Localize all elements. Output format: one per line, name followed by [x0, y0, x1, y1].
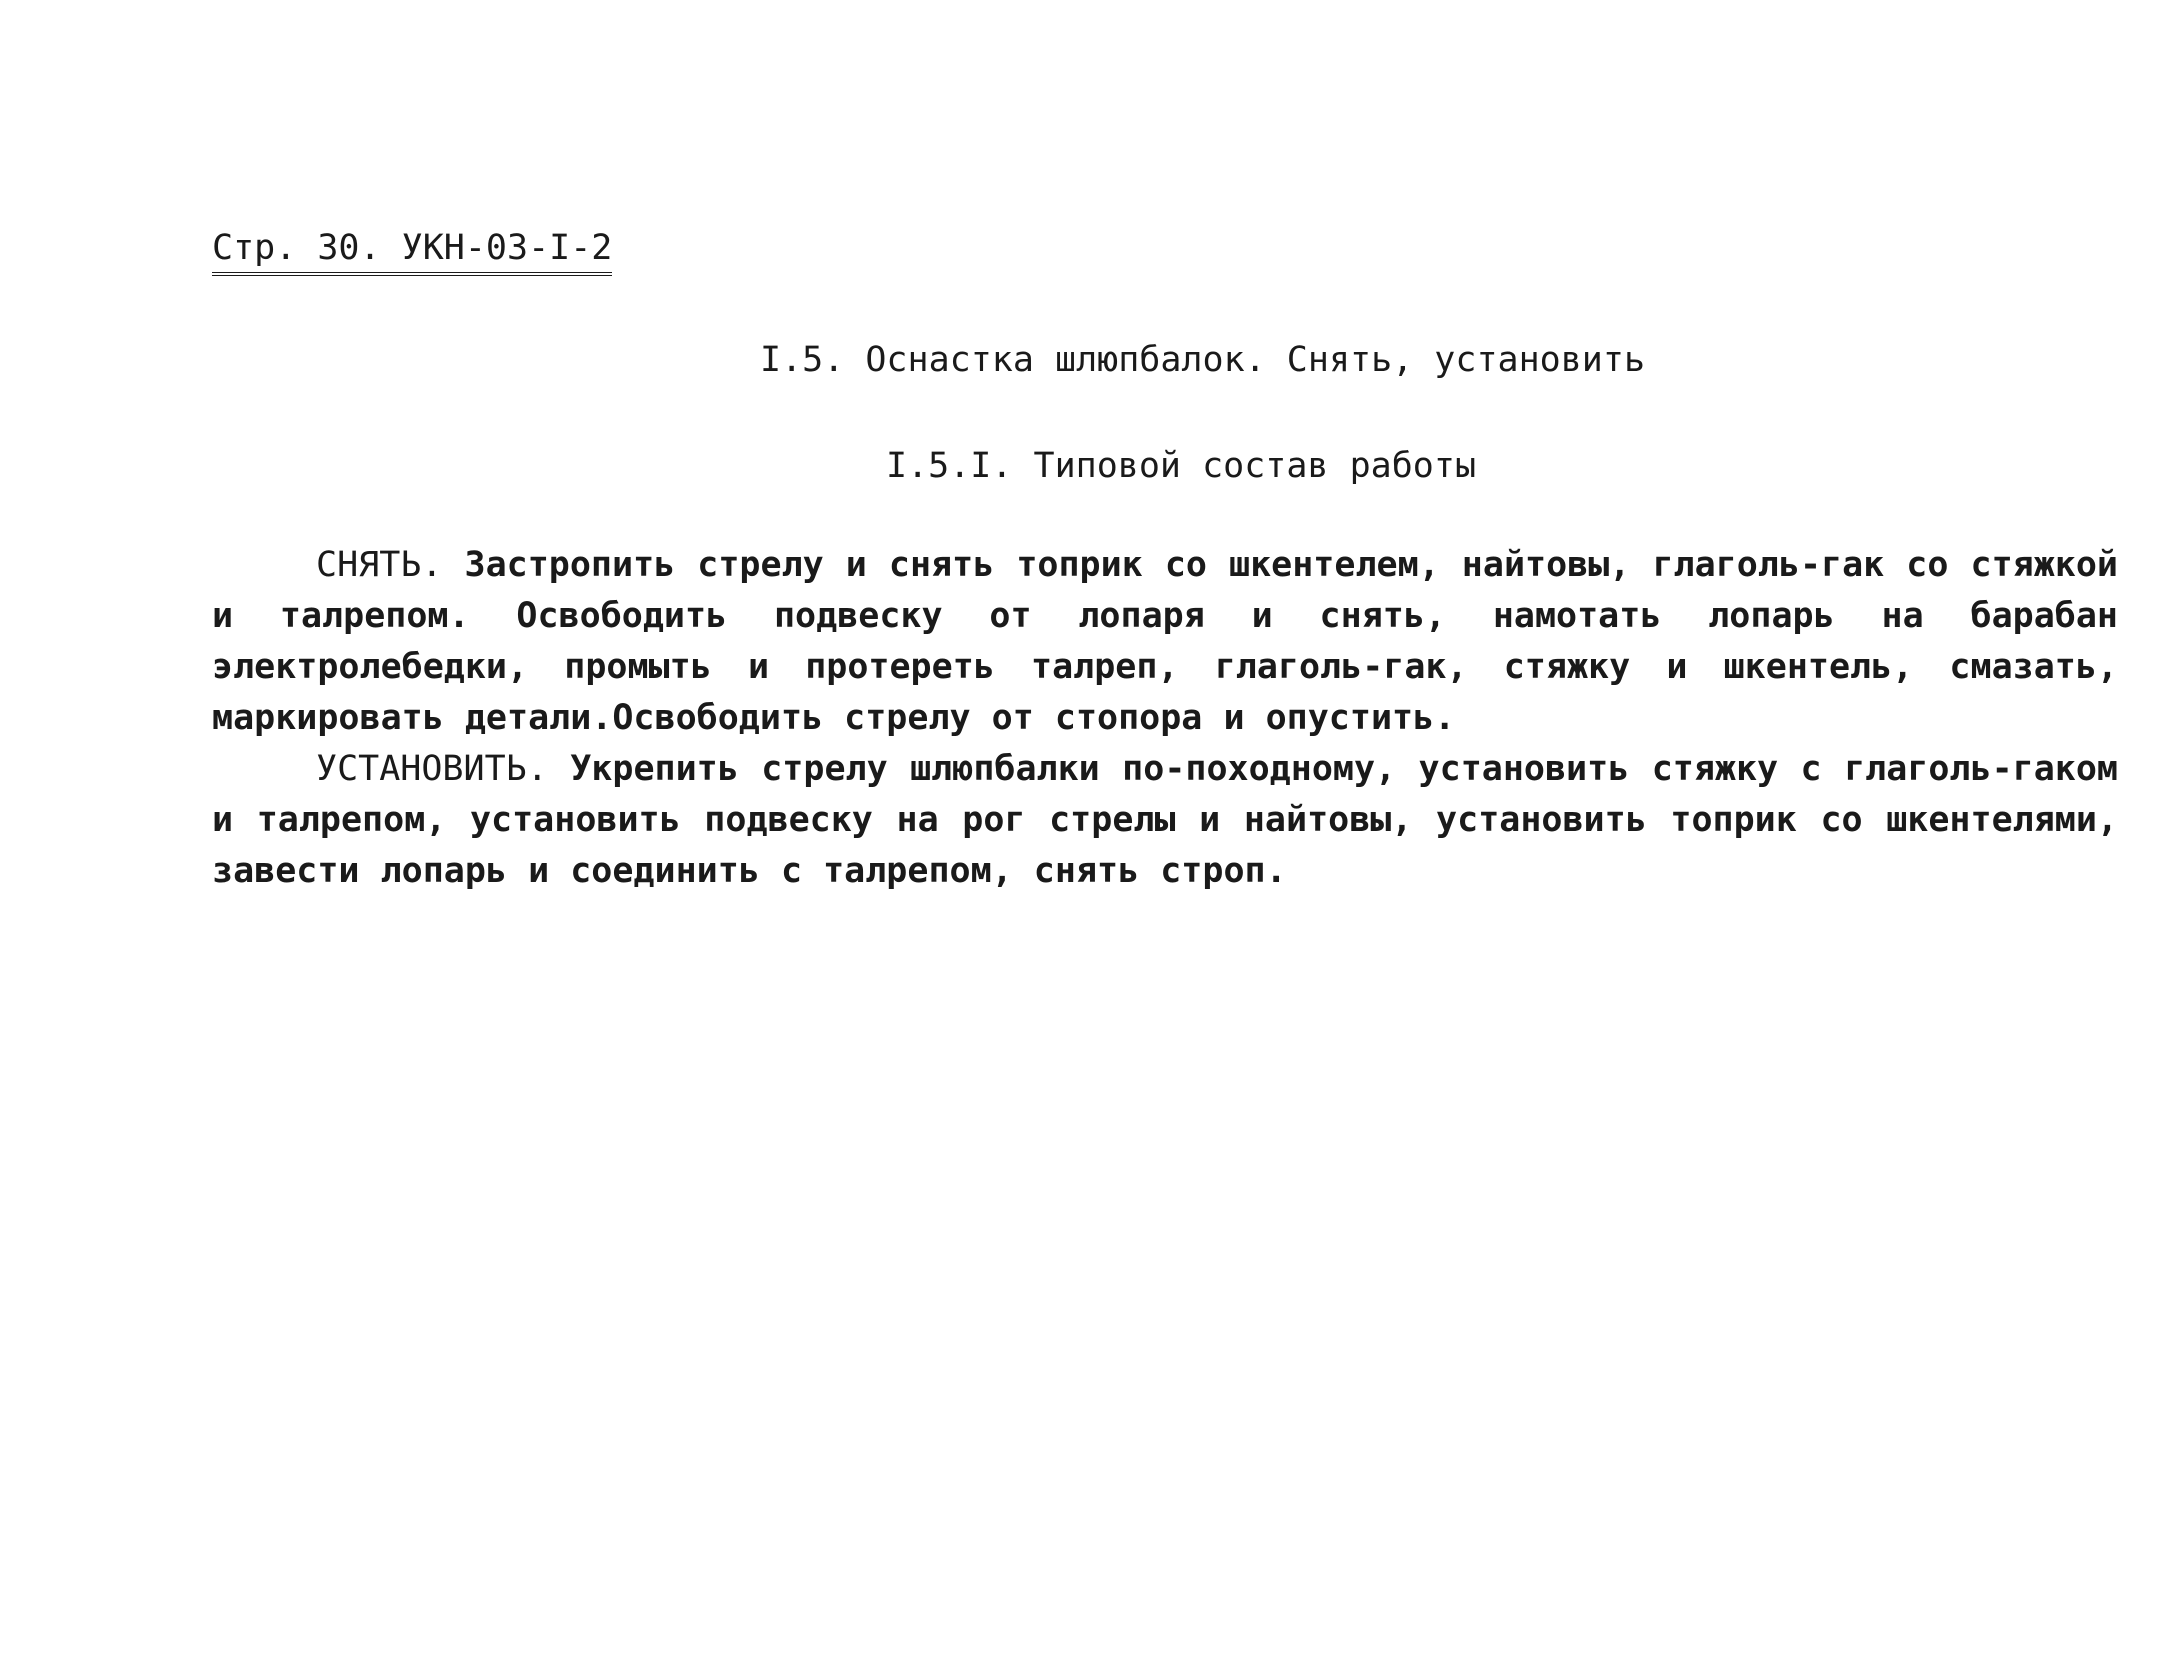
paragraph-lead-remove: СНЯТЬ.: [316, 545, 443, 585]
paragraph-text-remove: Застропить стрелу и снять топрик со шкентелем, найтовы, глаголь-гак со стяжкой и талрепом. Освободить подвеску от лопаря и снять, намотать лопарь на барабан электролебедки, промыть и протереть талреп, глаголь-гак, стяжку и шкентель, смазать, маркировать детали.Освободить стрелу от стопора и опустить.: [212, 545, 2118, 738]
body-text: [212, 540, 2118, 897]
paragraph-install: [212, 744, 2118, 897]
paragraph-lead-install: УСТАНОВИТЬ.: [316, 749, 548, 789]
page-reference: Стр. 30. УКН-03-I-2: [212, 228, 612, 276]
paragraph-text-install: Укрепить стрелу шлюпбалки по-походному, установить стяжку с глаголь-гаком и талрепом, установить подвеску на рог стрелы и найтовы, установить топрик со шкентелями, завести лопарь и соединить с талрепом, снять строп.: [212, 749, 2118, 891]
section-title: I.5. Оснастка шлюпбалок. Снять, установить: [760, 340, 1646, 380]
subsection-title: I.5.I. Типовой состав работы: [886, 446, 1477, 486]
paragraph-remove: [212, 540, 2118, 744]
